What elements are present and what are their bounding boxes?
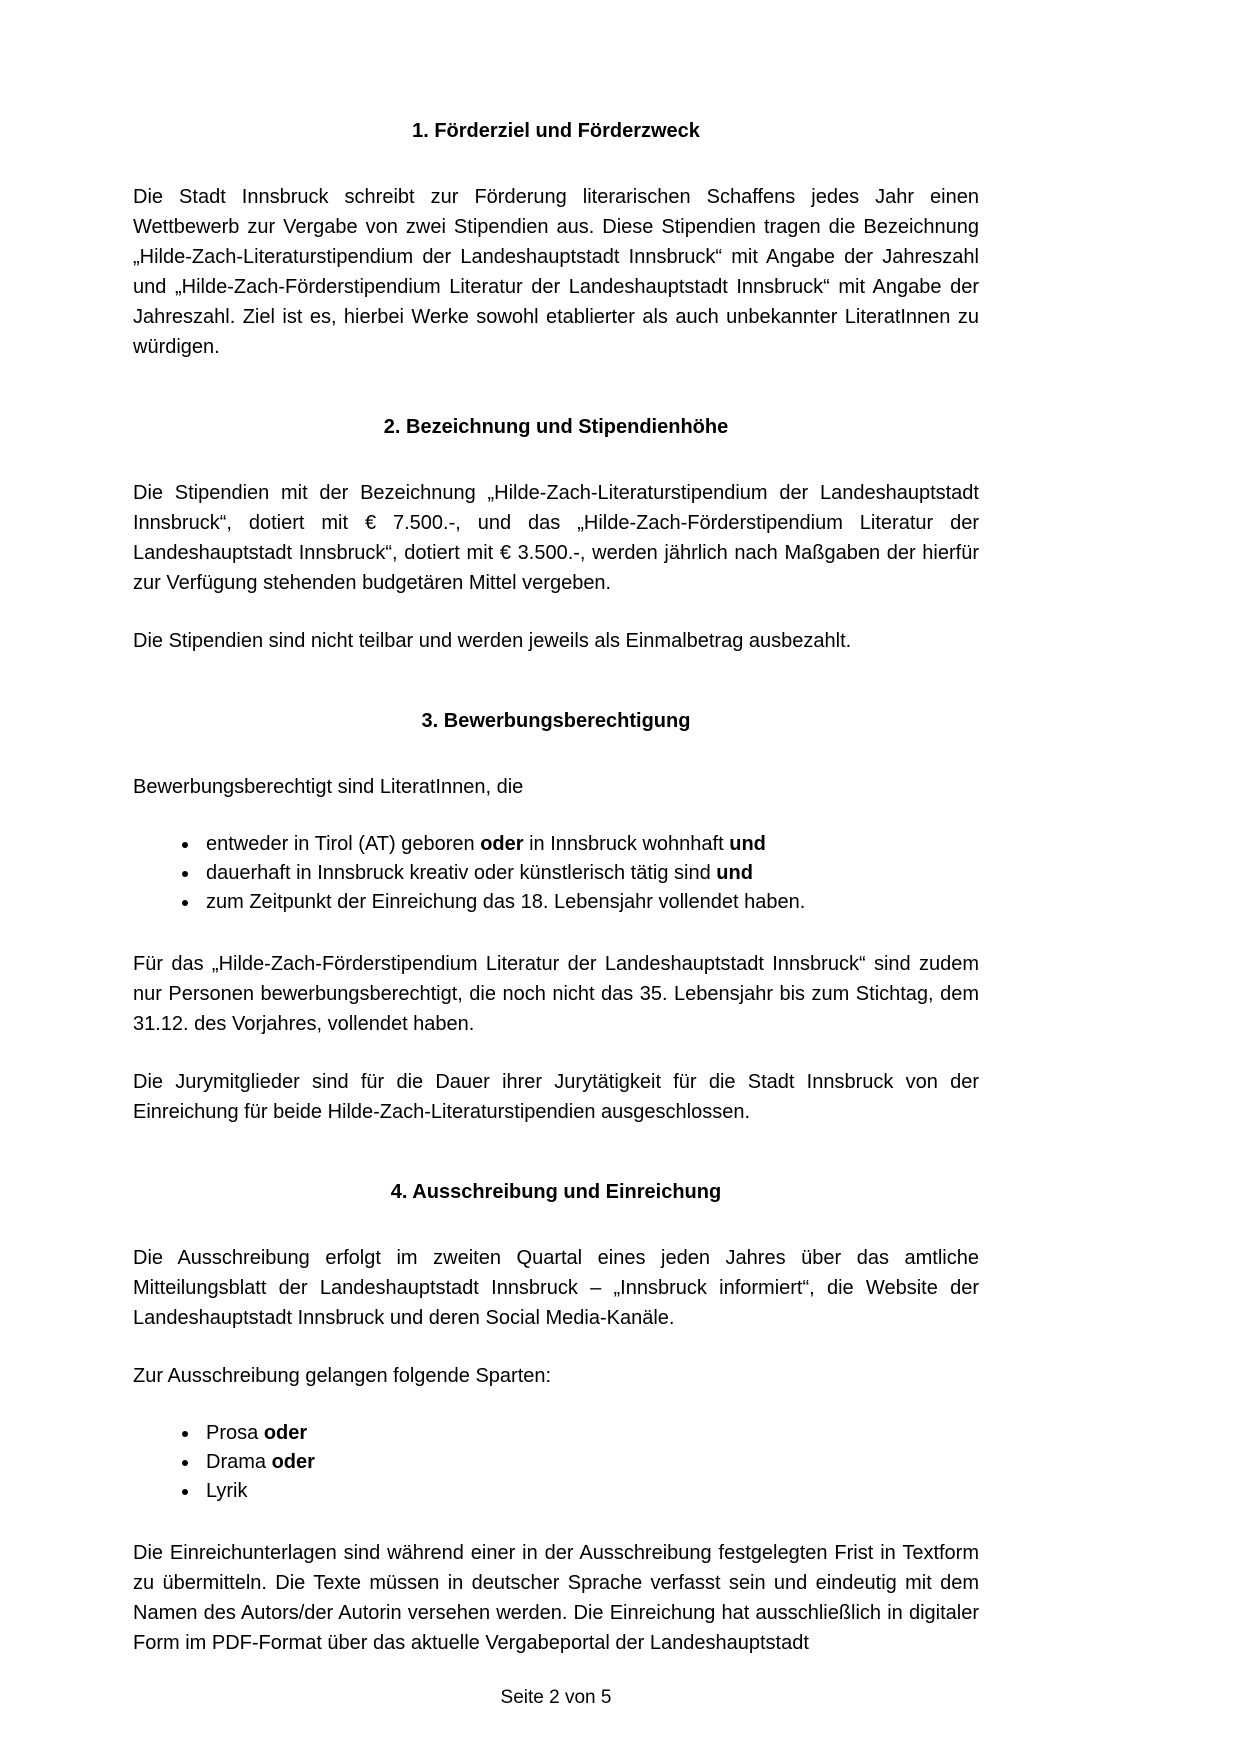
section-eligibility — [133, 706, 979, 1127]
paragraph: Bewerbungsberechtigt sind LiteratInnen, die — [133, 776, 524, 798]
bullet-text: zum Zeitpunkt der Einreichung das 18. Lebensjahr vollendet haben. — [206, 891, 806, 913]
section-designation-amount — [133, 412, 979, 656]
paragraph: Die Jurymitglieder sind für die Dauer ihrer Jurytätigkeit für die Stadt Innsbruck von der Einreichung für beide Hilde-Zach-Literaturstipendien ausgeschlossen. — [133, 1071, 979, 1123]
list-item — [200, 830, 979, 859]
eligibility-list — [133, 830, 979, 917]
paragraph: Zur Ausschreibung gelangen folgende Sparten: — [133, 1365, 552, 1387]
section-heading: 2. Bezeichnung und Stipendienhöhe — [383, 416, 729, 438]
bullet-text: Lyrik — [206, 1480, 248, 1502]
bullet-text: entweder in Tirol (AT) geboren — [206, 833, 481, 855]
bullet-text-bold: und — [716, 862, 753, 884]
bullet-text: in Innsbruck wohnhaft — [523, 833, 730, 855]
paragraph: Die Ausschreibung erfolgt im zweiten Quartal eines jeden Jahres über das amtliche Mitteilungsblatt der Landeshauptstadt Innsbruck – „Innsbruck informiert“, die Website der Landeshauptstadt Innsbruck und deren Social Media-Kanäle. — [133, 1247, 979, 1329]
bullet-text-bold: oder — [263, 1422, 308, 1444]
section-announcement-submission — [133, 1177, 979, 1658]
paragraph: Die Einreichunterlagen sind während einer in der Ausschreibung festgelegten Frist in Textform zu übermitteln. Die Texte müssen in deutscher Sprache verfasst sein und eindeutig mit dem Namen des Autors/der Autorin versehen werden. Die Einreichung hat ausschließlich in digitaler Form im PDF-Format über das aktuelle Vergabeportal der Landeshauptstadt — [133, 1542, 979, 1654]
list-item — [200, 859, 979, 888]
document-page — [133, 116, 979, 1686]
genre-list — [133, 1419, 979, 1506]
bullet-text-bold: oder — [480, 833, 524, 855]
paragraph: Die Stipendien mit der Bezeichnung „Hilde-Zach-Literaturstipendium der Landeshauptstadt Innsbruck“, dotiert mit € 7.500.-, und das „Hilde-Zach-Förderstipendium Literatur der Landeshauptstadt Innsbruck“, dotiert mit € 3.500.-, werden jährlich nach Maßgaben der hierfür zur Verfügung stehenden budgetären Mittel vergeben. — [133, 482, 979, 594]
bullet-text: Prosa — [206, 1422, 264, 1444]
section-heading: 1. Förderziel und Förderzweck — [412, 120, 700, 142]
paragraph: Die Stipendien sind nicht teilbar und werden jeweils als Einmalbetrag ausbezahlt. — [133, 630, 852, 652]
bullet-text-bold: oder — [271, 1451, 315, 1473]
bullet-text-bold: und — [729, 833, 766, 855]
bullet-text: Drama — [206, 1451, 272, 1473]
list-item — [200, 1448, 979, 1477]
list-item — [200, 1477, 979, 1506]
paragraph: Die Stadt Innsbruck schreibt zur Förderung literarischen Schaffens jedes Jahr einen Wettbewerb zur Vergabe von zwei Stipendien aus. Diese Stipendien tragen die Bezeichnung „Hilde-Zach-Literaturstipendium der Landeshauptstadt Innsbruck“ mit Angabe der Jahreszahl und „Hilde-Zach-Förderstipendium Literatur der Landeshauptstadt Innsbruck“ mit Angabe der Jahreszahl. Ziel ist es, hierbei Werke sowohl etablierter als auch unbekannter LiteratInnen zu würdigen. — [133, 186, 979, 358]
section-heading: 4. Ausschreibung und Einreichung — [390, 1181, 722, 1203]
section-funding-purpose — [133, 116, 979, 362]
list-item — [200, 1419, 979, 1448]
bullet-text: dauerhaft in Innsbruck kreativ oder künstlerisch tätig sind — [206, 862, 717, 884]
list-item — [200, 888, 979, 917]
paragraph: Für das „Hilde-Zach-Förderstipendium Literatur der Landeshauptstadt Innsbruck“ sind zudem nur Personen bewerbungsberechtigt, die noch nicht das 35. Lebensjahr bis zum Stichtag, dem 31.12. des Vorjahres, vollendet haben. — [133, 953, 979, 1035]
page-footer: Seite 2 von 5 — [500, 1687, 612, 1708]
section-heading: 3. Bewerbungsberechtigung — [421, 710, 691, 732]
